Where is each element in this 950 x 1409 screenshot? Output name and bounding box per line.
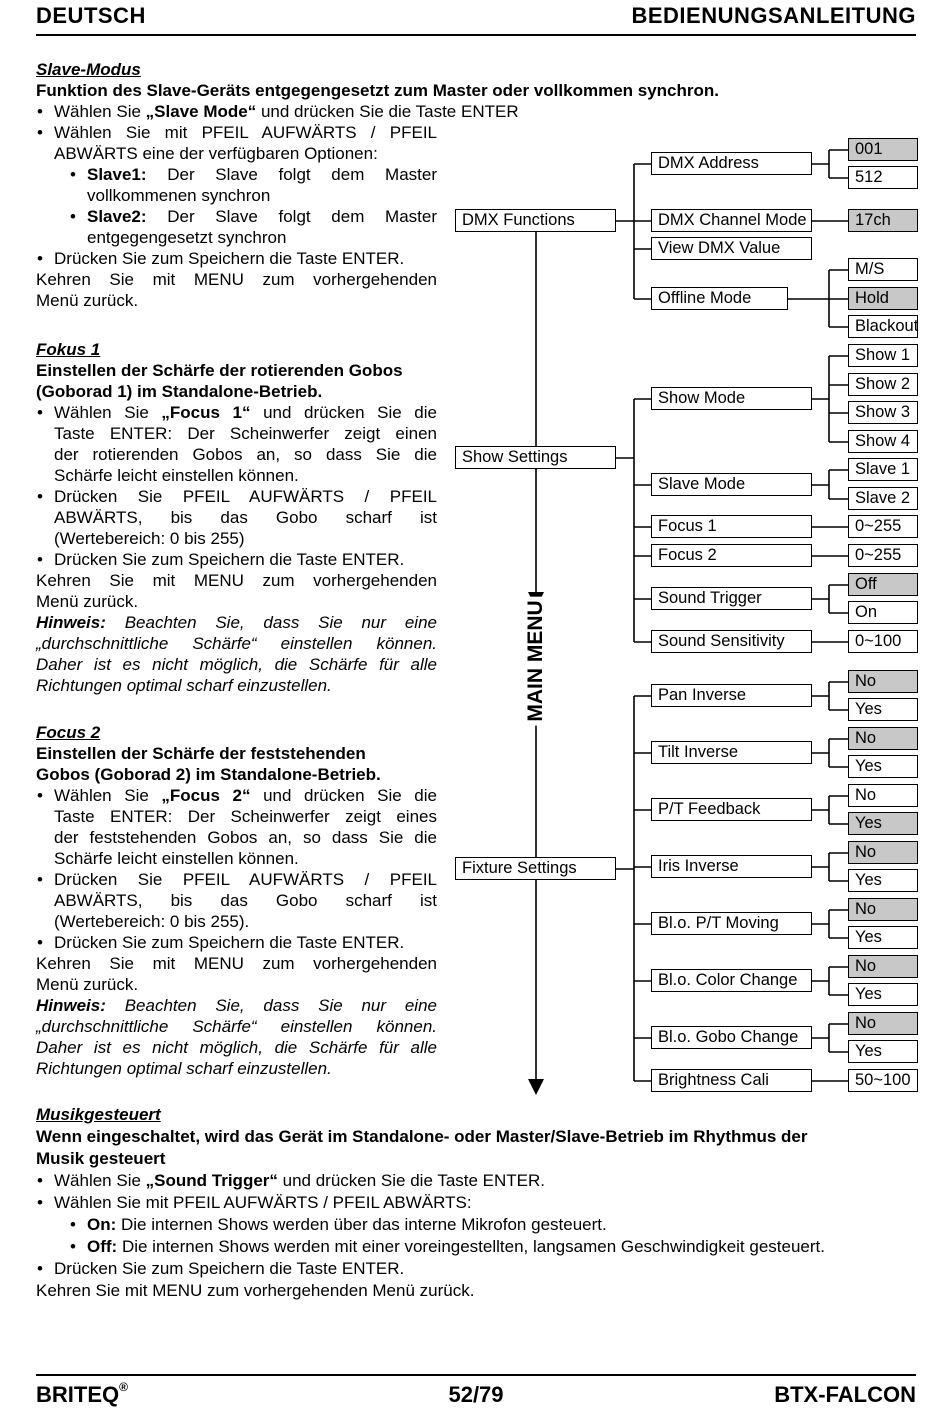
menu-option: 001 xyxy=(848,138,918,161)
text-line: Taste ENTER: Der Scheinwerfer zeigt einen xyxy=(54,424,437,443)
menu-option: Show 1 xyxy=(848,344,918,367)
menu-item-offline-mode: Offline Mode xyxy=(651,287,788,310)
menu-option: 50~100 xyxy=(848,1069,918,1092)
note: Hinweis: Beachten Sie, dass Sie nur eine xyxy=(36,613,437,632)
menu-item-pan-inverse: Pan Inverse xyxy=(651,684,812,707)
note: Hinweis: Beachten Sie, dass Sie nur eine xyxy=(36,996,437,1015)
text-line: ABWÄRTS, bis das Gobo scharf ist xyxy=(54,508,437,527)
menu-option: 0~255 xyxy=(848,544,918,567)
menu-option: Blackout xyxy=(848,315,918,338)
text-line: Schärfe leicht einstellen können. xyxy=(54,849,299,868)
menu-option: Yes xyxy=(848,1040,918,1063)
menu-option: Yes xyxy=(848,869,918,892)
text-line: Menü zurück. xyxy=(36,291,139,310)
text-line: entgegengesetzt synchron xyxy=(87,228,287,247)
menu-group-show-settings: Show Settings xyxy=(455,446,616,469)
section-subtitle: Einstellen der Schärfe der rotierenden Gobos xyxy=(36,361,403,380)
menu-item-dmx-channel-mode: DMX Channel Mode xyxy=(651,209,812,232)
menu-group-dmx-functions: DMX Functions xyxy=(455,209,616,232)
note: „durchschnittliche Schärfe“ einstellen können. xyxy=(36,634,437,653)
note: Daher ist es nicht möglich, die Schärfe für alle xyxy=(36,1038,437,1057)
text-line: ABWÄRTS eine der verfügbaren Optionen: xyxy=(54,144,378,163)
text-line: Kehren Sie mit MENU zum vorhergehenden xyxy=(36,270,437,289)
list-item: • Drücken Sie PFEIL AUFWÄRTS / PFEIL xyxy=(36,486,437,507)
page-number: 52/79 xyxy=(448,1382,504,1407)
note: Richtungen optimal scharf einzustellen. xyxy=(36,676,332,695)
list-item: • Drücken Sie zum Speichern die Taste ENTER. xyxy=(36,549,437,570)
section-subtitle: Funktion des Slave-Geräts entgegengesetzt zum Master oder vollkommen synchron. xyxy=(36,81,719,100)
text-line: Menü zurück. xyxy=(36,975,139,994)
list-item: • Wählen Sie „Focus 2“ und drücken Sie die xyxy=(36,785,437,806)
menu-option: No xyxy=(848,955,918,978)
menu-item-focus-1: Focus 1 xyxy=(651,515,812,538)
menu-option: Show 4 xyxy=(848,430,918,453)
list-item: • Wählen Sie „Sound Trigger“ und drücken Sie die Taste ENTER. xyxy=(36,1170,916,1192)
text-line: Taste ENTER: Der Scheinwerfer zeigt eines xyxy=(54,807,437,826)
section-title: Fokus 1 xyxy=(36,340,101,359)
menu-option: 17ch xyxy=(848,209,918,232)
section-title: Slave-Modus xyxy=(36,60,141,79)
text-line: (Wertebereich: 0 bis 255). xyxy=(54,912,250,931)
menu-option: Hold xyxy=(848,287,918,310)
menu-option: Yes xyxy=(848,755,918,778)
list-item: • Drücken Sie zum Speichern die Taste ENTER. xyxy=(36,932,437,953)
main-menu-label: MAIN MENU xyxy=(521,600,551,722)
text-line: Kehren Sie mit MENU zum vorhergehenden Menü zurück. xyxy=(36,1281,475,1300)
sub-list-item: • Slave2: Der Slave folgt dem Master xyxy=(36,206,437,227)
menu-item-sound-trigger: Sound Trigger xyxy=(651,587,812,610)
menu-group-fixture-settings: Fixture Settings xyxy=(455,857,616,880)
menu-option: 512 xyxy=(848,166,918,189)
sub-list-item: • Slave1: Der Slave folgt dem Master xyxy=(36,164,437,185)
list-item: • Wählen Sie „Focus 1“ und drücken Sie die xyxy=(36,402,437,423)
menu-option: Yes xyxy=(848,926,918,949)
menu-option: No xyxy=(848,727,918,750)
sub-list-item: • On: Die internen Shows werden über das interne Mikrofon gesteuert. xyxy=(36,1214,916,1236)
menu-item-view-dmx-value: View DMX Value xyxy=(651,237,812,260)
text-line: der rotierenden Gobos an, so dass Sie die xyxy=(54,445,437,464)
text-line: Schärfe leicht einstellen können. xyxy=(54,466,299,485)
text-line: ABWÄRTS, bis das Gobo scharf ist xyxy=(54,891,437,910)
language-label: DEUTSCH xyxy=(36,3,146,28)
section-subtitle: Musik gesteuert xyxy=(36,1149,166,1168)
list-item: • Drücken Sie zum Speichern die Taste ENTER. xyxy=(36,248,437,269)
section-title: Musikgesteuert xyxy=(36,1105,161,1124)
list-item: • Wählen Sie mit PFEIL AUFWÄRTS / PFEIL ABWÄRTS: xyxy=(36,1192,916,1214)
menu-item-blo-pt-moving: Bl.o. P/T Moving xyxy=(651,912,812,935)
list-item: • Drücken Sie zum Speichern die Taste ENTER. xyxy=(36,1258,916,1280)
section-subtitle: Wenn eingeschaltet, wird das Gerät im Standalone- oder Master/Slave-Betrieb im Rhythmus der xyxy=(36,1127,808,1146)
menu-option: Slave 2 xyxy=(848,487,918,510)
menu-item-brightness-cali: Brightness Cali xyxy=(651,1069,812,1092)
manual-title: BEDIENUNGSANLEITUNG xyxy=(631,3,916,28)
section-sound-trigger xyxy=(36,1104,916,1302)
note: Richtungen optimal scharf einzustellen. xyxy=(36,1059,332,1078)
menu-item-show-mode: Show Mode xyxy=(651,387,812,410)
text-line: Kehren Sie mit MENU zum vorhergehenden xyxy=(36,571,437,590)
text-line: vollkommenen synchron xyxy=(87,186,271,205)
menu-item-blo-gobo-change: Bl.o. Gobo Change xyxy=(651,1026,812,1049)
menu-item-slave-mode: Slave Mode xyxy=(651,473,812,496)
menu-option: 0~100 xyxy=(848,630,918,653)
menu-item-tilt-inverse: Tilt Inverse xyxy=(651,741,812,764)
text-line: Menü zurück. xyxy=(36,592,139,611)
menu-option: 0~255 xyxy=(848,515,918,538)
menu-option: No xyxy=(848,841,918,864)
menu-item-iris-inverse: Iris Inverse xyxy=(651,855,812,878)
menu-item-dmx-address: DMX Address xyxy=(651,152,812,175)
menu-option: No xyxy=(848,784,918,807)
sub-list-item: • Off: Die internen Shows werden mit einer voreingestellten, langsamen Geschwindigkeit gesteuert. xyxy=(36,1236,916,1258)
menu-option: Show 3 xyxy=(848,401,918,424)
list-item: • Wählen Sie „Slave Mode“ und drücken Sie die Taste ENTER xyxy=(36,101,437,122)
menu-option: No xyxy=(848,1012,918,1035)
brand-name: BRITEQ® xyxy=(36,1380,128,1407)
menu-option: Slave 1 xyxy=(848,458,918,481)
menu-item-blo-color-change: Bl.o. Color Change xyxy=(651,969,812,992)
menu-item-focus-2: Focus 2 xyxy=(651,544,812,567)
section-subtitle: Gobos (Goborad 2) im Standalone-Betrieb. xyxy=(36,765,381,784)
menu-option: Show 2 xyxy=(848,373,918,396)
section-title: Focus 2 xyxy=(36,723,101,742)
text-line: (Wertebereich: 0 bis 255) xyxy=(54,529,245,548)
model-name: BTX-FALCON xyxy=(774,1382,916,1407)
list-item: • Wählen Sie mit PFEIL AUFWÄRTS / PFEIL xyxy=(36,122,437,143)
menu-option: Yes xyxy=(848,812,918,835)
menu-option: Yes xyxy=(848,983,918,1006)
section-subtitle: (Goborad 1) im Standalone-Betrieb. xyxy=(36,382,323,401)
section-subtitle: Einstellen der Schärfe der feststehenden xyxy=(36,744,366,763)
menu-option: Off xyxy=(848,573,918,596)
menu-option: No xyxy=(848,670,918,693)
menu-option: On xyxy=(848,601,918,624)
menu-option: M/S xyxy=(848,258,918,281)
list-item: • Drücken Sie PFEIL AUFWÄRTS / PFEIL xyxy=(36,869,437,890)
note: Daher ist es nicht möglich, die Schärfe für alle xyxy=(36,655,437,674)
text-line: der feststehenden Gobos an, so dass Sie die xyxy=(54,828,437,847)
menu-option: No xyxy=(848,898,918,921)
menu-item-pt-feedback: P/T Feedback xyxy=(651,798,812,821)
menu-item-sound-sensitivity: Sound Sensitivity xyxy=(651,630,812,653)
note: „durchschnittliche Schärfe“ einstellen können. xyxy=(36,1017,437,1036)
menu-option: Yes xyxy=(848,698,918,721)
page-footer xyxy=(36,1374,916,1409)
text-line: Kehren Sie mit MENU zum vorhergehenden xyxy=(36,954,437,973)
